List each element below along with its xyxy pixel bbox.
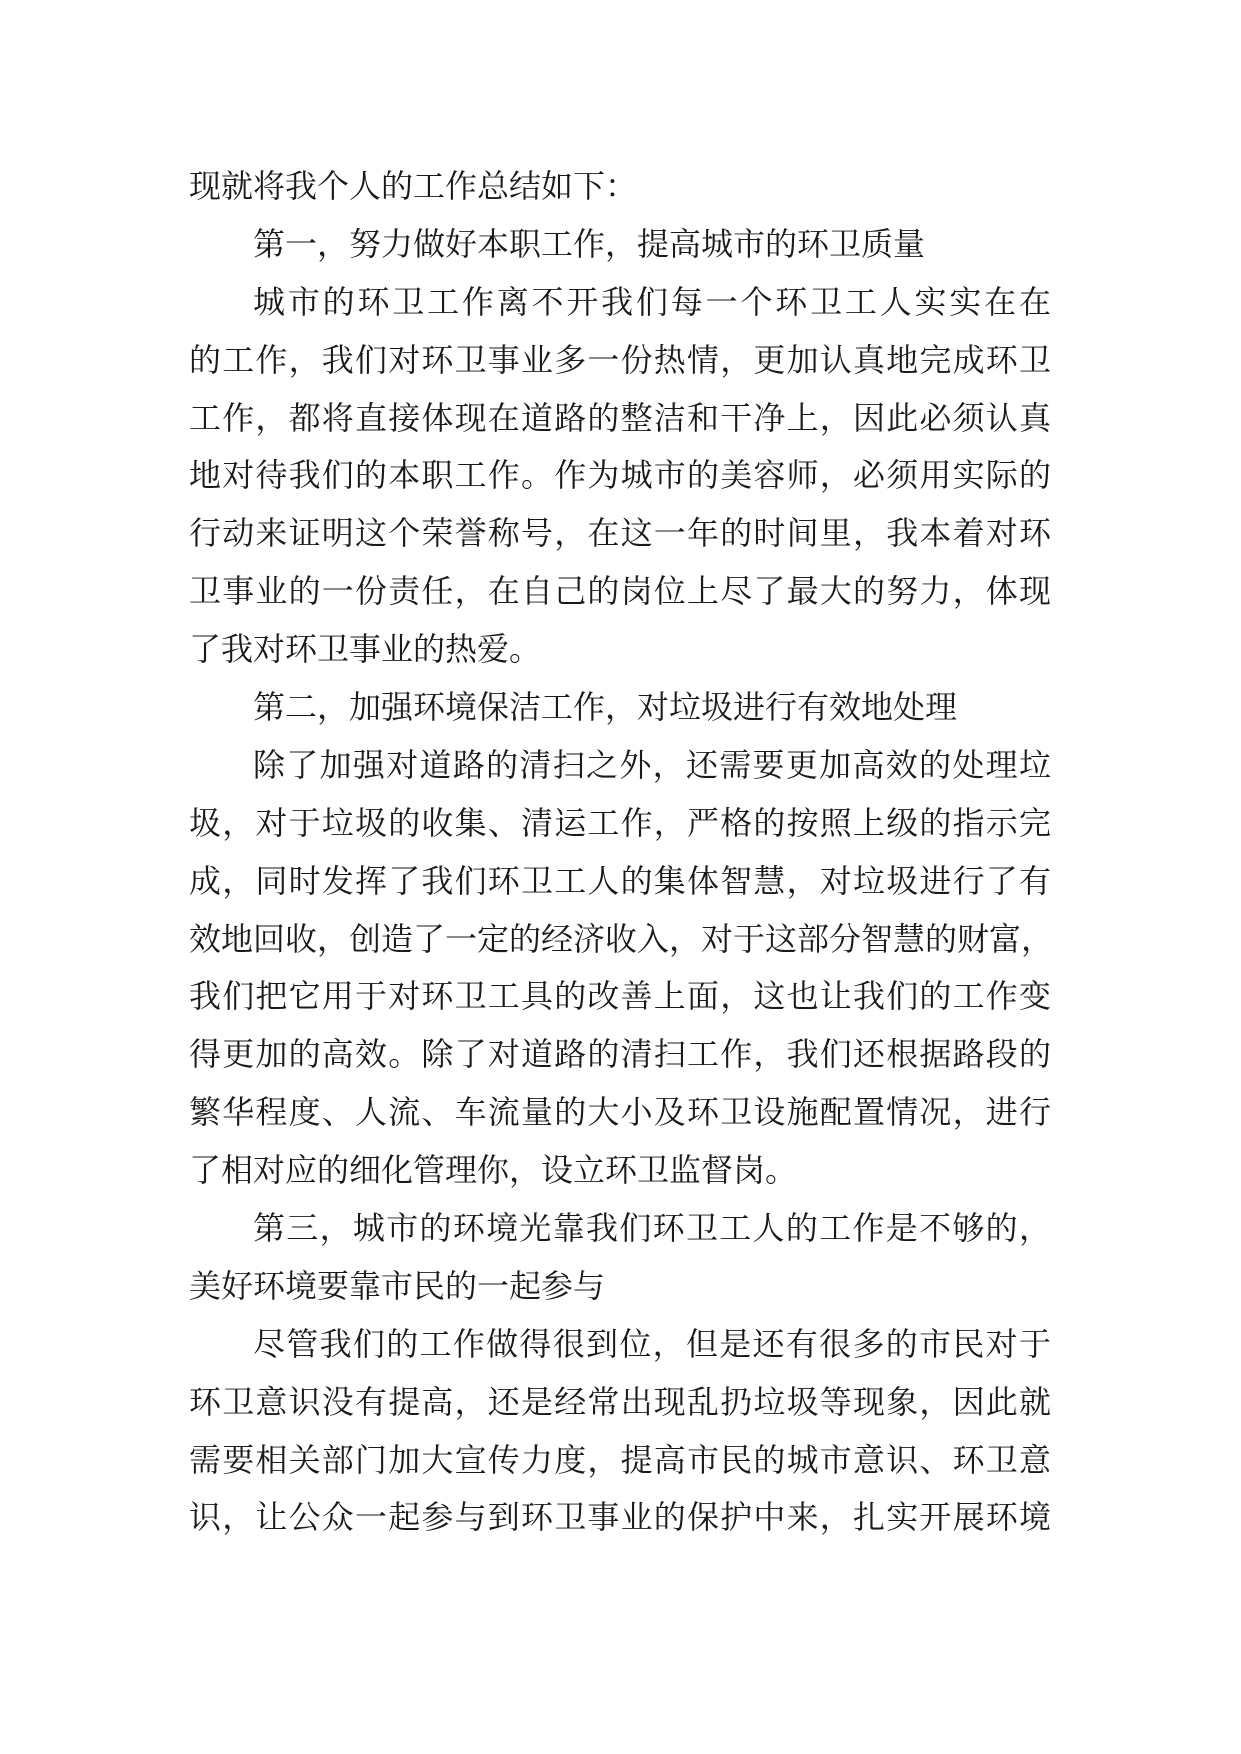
intro-line: 现就将我个人的工作总结如下： [189, 167, 638, 205]
section-heading-1: 第一，努力做好本职工作，提高城市的环卫质量 [253, 224, 926, 263]
paragraph-line: 圾，对于垃圾的收集、清运工作，严格的按照上级的指示完 [189, 803, 1051, 842]
document-body [189, 158, 1054, 1547]
paragraph-line: 了我对环卫事业的热爱。 [189, 630, 542, 669]
paragraph-line: 效地回收，创造了一定的经济收入，对于这部分智慧的财富， [189, 919, 1054, 958]
section-heading-2: 第二，加强环境保洁工作，对垃圾进行有效地处理 [253, 688, 958, 727]
section-heading-3-continued: 美好环境要靠市民的一起参与 [189, 1266, 606, 1305]
paragraph-line: 成，同时发挥了我们环卫工人的集体智慧，对垃圾进行了有 [189, 861, 1051, 900]
paragraph-line: 了相对应的细化管理你，设立环卫监督岗。 [189, 1151, 798, 1190]
paragraph-line: 工作，都将直接体现在道路的整洁和干净上，因此必须认真 [189, 398, 1051, 437]
section-heading-3: 第三，城市的环境光靠我们环卫工人的工作是不够的， [253, 1209, 1051, 1248]
paragraph-line: 行动来证明这个荣誉称号，在这一年的时间里，我本着对环 [189, 514, 1051, 553]
paragraph-line: 需要相关部门加大宣传力度，提高市民的城市意识、环卫意 [189, 1440, 1051, 1479]
paragraph-line: 地对待我们的本职工作。作为城市的美容师，必须用实际的 [189, 456, 1051, 495]
paragraph-line: 环卫意识没有提高，还是经常出现乱扔垃圾等现象，因此就 [189, 1382, 1051, 1421]
paragraph-line: 得更加的高效。除了对道路的清扫工作，我们还根据路段的 [189, 1035, 1051, 1074]
paragraph-line: 除了加强对道路的清扫之外，还需要更加高效的处理垃 [253, 745, 1051, 784]
paragraph-line: 繁华程度、人流、车流量的大小及环卫设施配置情况，进行 [189, 1093, 1051, 1132]
paragraph-line: 尽管我们的工作做得很到位，但是还有很多的市民对于 [253, 1324, 1051, 1363]
paragraph-line: 我们把它用于对环卫工具的改善上面，这也让我们的工作变 [189, 977, 1051, 1016]
paragraph-line: 卫事业的一份责任，在自己的岗位上尽了最大的努力，体现 [189, 572, 1051, 611]
paragraph-line: 的工作，我们对环卫事业多一份热情，更加认真地完成环卫 [189, 340, 1051, 379]
paragraph-line: 识，让公众一起参与到环卫事业的保护中来，扎实开展环境 [189, 1498, 1051, 1537]
paragraph-line: 城市的环卫工作离不开我们每一个环卫工人实实在在 [253, 282, 1051, 321]
